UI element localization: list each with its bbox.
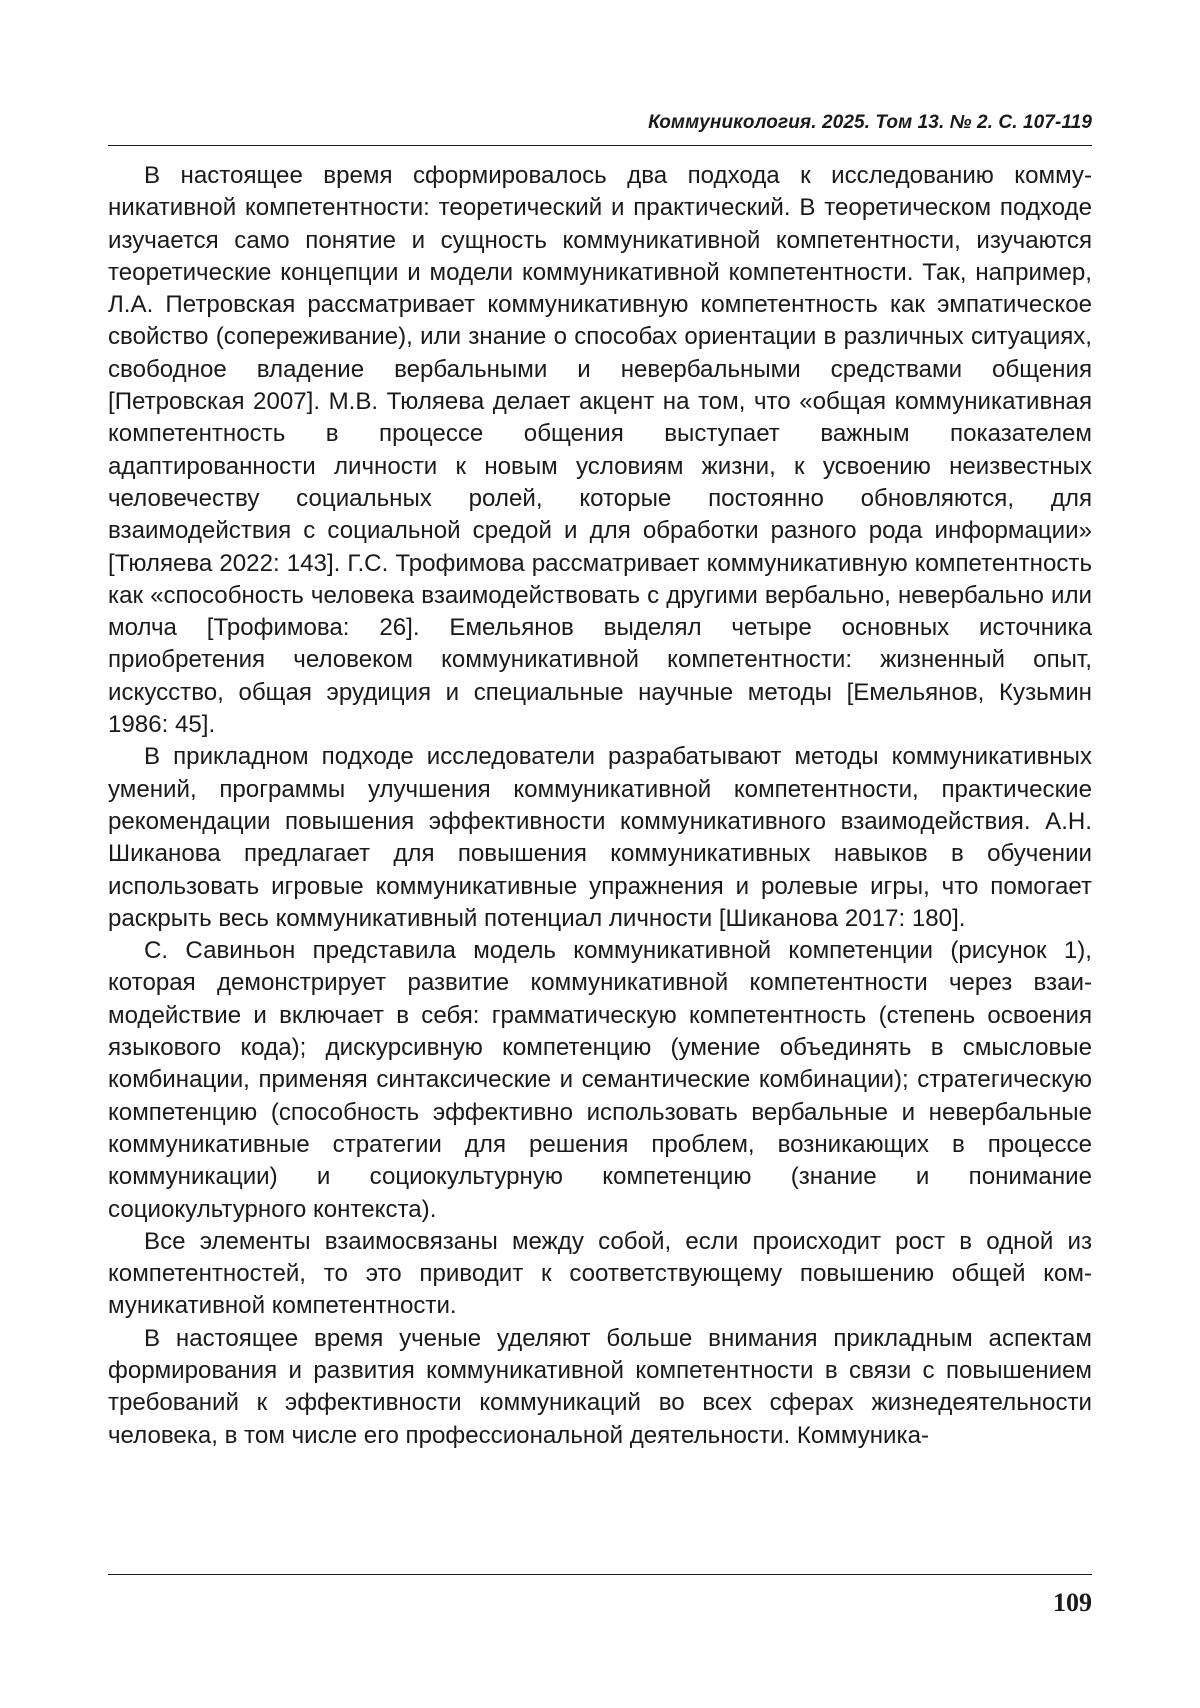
header-rule (108, 145, 1092, 146)
paragraph: В настоящее время сформировалось два подхода к исследованию коммуникативной компетентности: теоретический и практический. В теоретическом подходе изучается само понятие и сущность коммуникативной компетентности, изучаются теоретические концепции и модели коммуникативной компетентности. Так, например, Л.А. Петровская рассматривает коммуникативную компетентность как эмпатическое свойство (сопереживание), или знание о способах ориентации в различных ситуациях, свободное владение вербальными и невербальными средствами общения [Петровская 2007]. М.В. Тюляева делает акцент на том, что «общая коммуникативная компетентность в процессе общения выступает важным показателем адаптированности личности к новым условиям жизни, к усвоению неизвестных человечеству социальных ролей, которые постоянно обновляются, для взаимодействия с социальной средой и для обработки разного рода информации» [Тюляева 2022: 143]. Г.С. Трофимова рассматривает коммуникативную компетентность как «способность человека взаимодействовать с другими вербально, невербально или молча [Трофимова: 26]. Емельянов выделял четыре основных источника приобретения человеком коммуникативной компетентности: жизненный опыт, искусство, общая эрудиция и специальные научные методы [Емельянов, Кузьмин 1986: 45]. (108, 162, 1092, 739)
article-body (108, 160, 1092, 1452)
running-header: Коммуникология. 2025. Том 13. № 2. С. 107-119 (648, 112, 1092, 133)
paragraph: В настоящее время ученые уделяют больше внимания прикладным аспектам формирования и развития коммуникативной компетентности в связи с повышением требований к эффективности коммуникаций во всех сферах жизнедеятельности человека, в том числе его профессиональной деятельности. Коммуника- (108, 1324, 1092, 1449)
paragraph: Все элементы взаимосвязаны между собой, если происходит рост в одной из компетентностей, то это приводит к соответствующему повышению общей коммуникативной компетентности. (108, 1227, 1092, 1320)
paragraph: С. Савиньон представила модель коммуникативной компетенции (рисунок 1), которая демонстрирует развитие коммуникативной компетентности через взаимодействие и включает в себя: грамматическую компетентность (степень освоения языкового кода); дискурсивную компетенцию (умение объединять в смысловые комбинации, применяя синтаксические и семантические комбинации); стратегическую компетенцию (способность эффективно использовать вербальные и невербальные коммуникативные стратегии для решения проблем, возникающих в процессе коммуникации) и социокультурную компетенцию (знание и понимание социокультурного контекста). (108, 937, 1092, 1223)
paragraph: В прикладном подходе исследователи разрабатывают методы коммуникативных умений, программы улучшения коммуникативной компетентности, практические рекомендации повышения эффективности коммуникативного взаимодействия. А.Н. Шиканова предлагает для повышения коммуникативных навыков в обучении использовать игровые коммуникативные упражнения и ролевые игры, что помогает раскрыть весь коммуникативный потенциал личности [Шиканова 2017: 180]. (108, 743, 1092, 932)
footer-rule (108, 1574, 1092, 1575)
page-number: 109 (1053, 1588, 1092, 1617)
